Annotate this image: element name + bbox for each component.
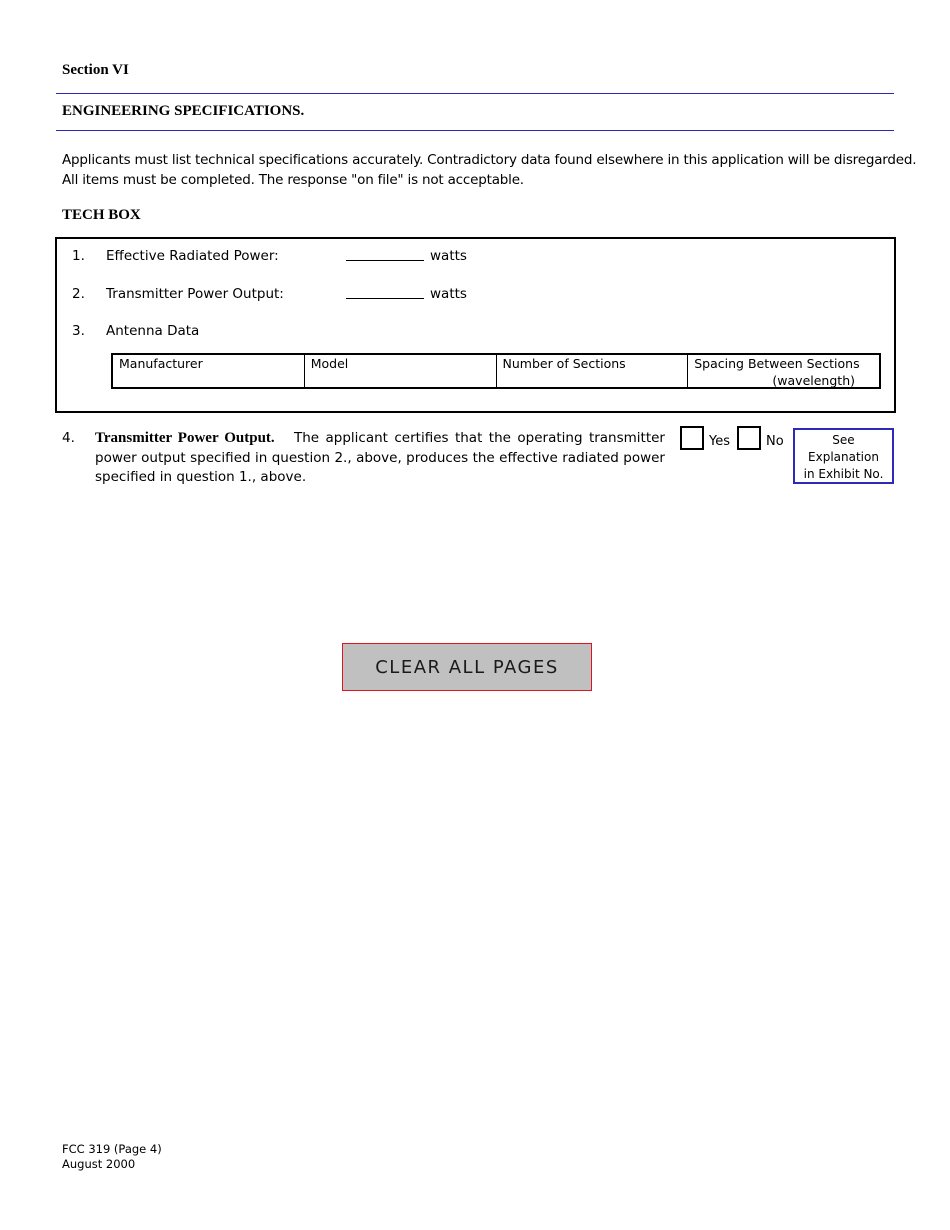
- antenna-sections-field[interactable]: [497, 355, 689, 387]
- exhibit-line-2: in Exhibit No.: [803, 467, 884, 481]
- antenna-manufacturer-header: Manufacturer: [119, 356, 203, 371]
- intro-line-2: All items must be completed. The response "on file" is not acceptable.: [62, 172, 524, 188]
- antenna-model-header: Model: [310, 356, 349, 371]
- item-2-label: Transmitter Power Output:: [106, 286, 284, 302]
- tpo-unit: watts: [430, 286, 467, 302]
- intro-line-1: Applicants must list technical specifications accurately. Contradictory data found elsewhere in this application will be disregarded.: [62, 152, 917, 168]
- antenna-manufacturer-field[interactable]: [113, 355, 305, 387]
- item-1-number: 1.: [72, 248, 85, 264]
- antenna-data-table: [111, 353, 881, 389]
- item-3-label: Antenna Data: [106, 323, 200, 339]
- footer: [62, 1142, 162, 1172]
- antenna-spacing-unit: (wavelength): [772, 373, 855, 388]
- footer-date: August 2000: [62, 1157, 136, 1171]
- clear-all-pages-button[interactable]: CLEAR ALL PAGES: [342, 643, 592, 691]
- antenna-spacing-field[interactable]: [688, 355, 879, 387]
- item-1-label: Effective Radiated Power:: [106, 248, 279, 264]
- section-label: Section VI: [62, 62, 129, 78]
- section-divider-bottom: [56, 130, 894, 131]
- tech-box-label: TECH BOX: [62, 207, 141, 223]
- no-checkbox[interactable]: [737, 426, 761, 450]
- yes-label: Yes: [709, 434, 730, 449]
- exhibit-number-field[interactable]: [793, 428, 894, 484]
- question-4-number: 4.: [62, 430, 75, 446]
- section-divider-top: [56, 93, 894, 94]
- erp-unit: watts: [430, 248, 467, 264]
- no-label: No: [766, 434, 784, 449]
- question-4-title: Transmitter Power Output.: [95, 430, 275, 446]
- item-3-number: 3.: [72, 323, 85, 339]
- section-heading: ENGINEERING SPECIFICATIONS.: [62, 103, 305, 119]
- erp-input[interactable]: [346, 260, 424, 261]
- antenna-model-field[interactable]: [305, 355, 497, 387]
- yes-checkbox[interactable]: [680, 426, 704, 450]
- antenna-spacing-header: Spacing Between Sections: [694, 356, 860, 371]
- intro-text: [62, 150, 916, 190]
- tpo-input[interactable]: [346, 298, 424, 299]
- footer-form-id: FCC 319 (Page 4): [62, 1142, 162, 1156]
- antenna-sections-header: Number of Sections: [502, 356, 626, 371]
- exhibit-line-1: See Explanation: [808, 433, 879, 464]
- question-4-text: [95, 429, 665, 488]
- item-2-number: 2.: [72, 286, 85, 302]
- question-4-body: The applicant certifies that the operating transmitter power output specified in question 2., above, produces the effective radiated power specified in question 1., above.: [95, 430, 665, 485]
